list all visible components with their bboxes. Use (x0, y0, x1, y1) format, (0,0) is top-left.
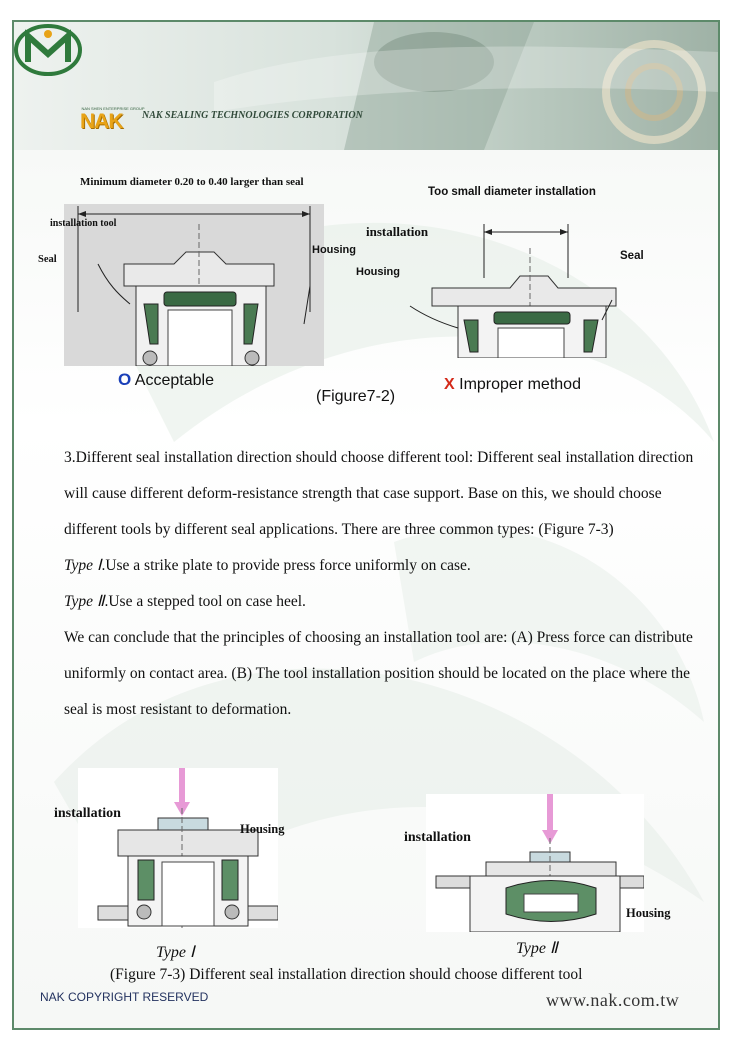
min-diameter-note: Minimum diameter 0.20 to 0.40 larger than seal (80, 176, 304, 188)
seal-label-right: Seal (620, 250, 644, 262)
website-url: www.nak.com.tw (546, 990, 680, 1010)
housing-label-right: Housing (356, 266, 400, 278)
type-1-line (64, 548, 704, 584)
type-2-caption: Type Ⅱ (516, 940, 558, 957)
figure-7-2-improper-diagram (410, 224, 616, 358)
housing-label-type-1: Housing (240, 822, 285, 836)
figure-7-3-type-2-diagram (426, 794, 644, 932)
type-1-caption: Type Ⅰ (156, 944, 195, 961)
type-2-label: Type Ⅱ (64, 593, 105, 610)
type-1-label: Type Ⅰ (64, 557, 102, 574)
page-header (14, 22, 718, 150)
figure-7-3-type-1-diagram (78, 768, 278, 928)
company-name: NAK SEALING TECHNOLOGIES CORPORATION (142, 110, 363, 121)
improper-mark: X (444, 376, 455, 393)
paragraph-seal-direction: 3.Different seal installation direction should choose different tool: Different seal installation direction will cause different deform-resistance strength that case support. Base on this, we should choose different tools by different seal applications. There are three common types: (Figure 7-3) (64, 449, 694, 538)
improper-text: Improper method (459, 376, 581, 393)
copyright-notice: NAK COPYRIGHT RESERVED (40, 990, 209, 1004)
logo-caption: NAN SHEN ENTERPRISE GROUP (81, 106, 145, 111)
company-logo (14, 22, 82, 78)
installation-tool-label: installation tool (50, 218, 117, 229)
housing-label-type-2: Housing (626, 906, 671, 920)
acceptable-text: Acceptable (134, 372, 214, 389)
installation-label-right: installation (366, 224, 429, 239)
housing-label-left: Housing (312, 244, 356, 256)
acceptable-verdict (118, 370, 214, 390)
brand-mark: NAK (80, 110, 123, 133)
type-2-text: .Use a stepped tool on case heel. (104, 593, 306, 610)
installation-label-type-2: installation (404, 830, 471, 845)
figure-7-3-caption: (Figure 7-3) Different seal installation direction should choose different tool (110, 966, 583, 983)
installation-label-type-1: installation (54, 806, 121, 821)
acceptable-mark: O (118, 370, 132, 389)
seal-label-left: Seal (38, 254, 57, 265)
improper-verdict (444, 376, 581, 394)
type-2-line (64, 584, 704, 620)
too-small-diameter-note: Too small diameter installation (428, 186, 596, 198)
page-frame (12, 20, 720, 1030)
type-1-text: .Use a strike plate to provide press force uniformly on case. (101, 557, 471, 574)
paragraph-principles: We can conclude that the principles of choosing an installation tool are: (A) Press force can distribute uniformly on contact area. (B) The tool installation position should be located on the place where the seal is most resistant to deformation. (64, 629, 693, 718)
body-text (64, 440, 704, 728)
figure-7-2-caption: (Figure7-2) (316, 388, 396, 405)
